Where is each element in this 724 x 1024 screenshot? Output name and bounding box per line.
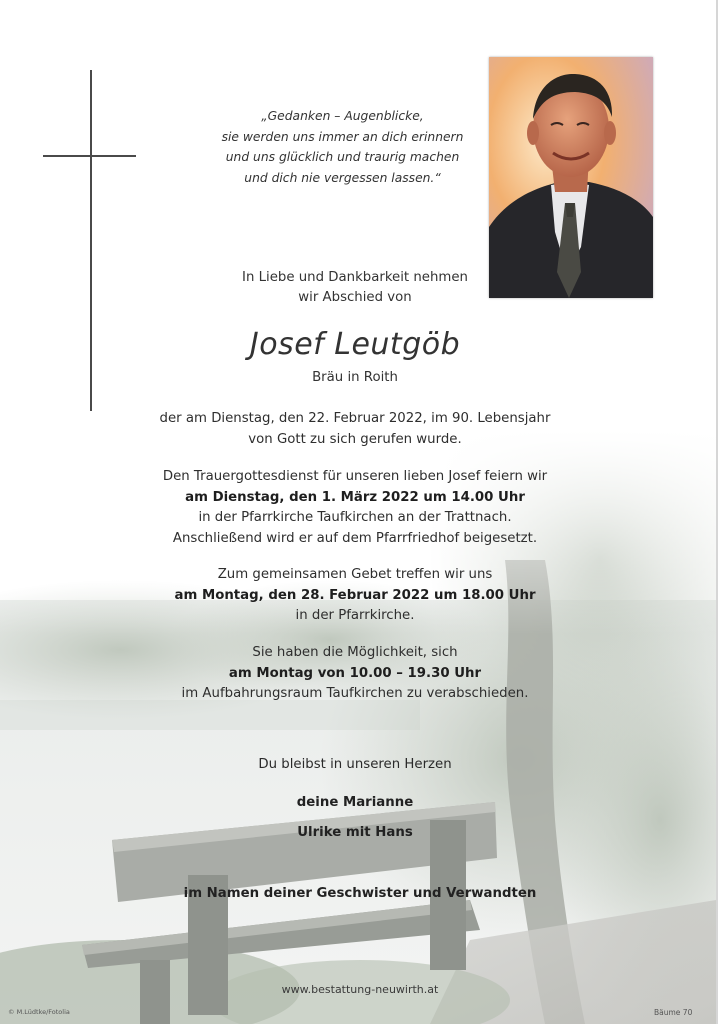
funeral-date-time: am Dienstag, den 1. März 2022 um 14.00 Uhr bbox=[185, 489, 525, 505]
quote-line: „Gedanken – Augenblicke, bbox=[261, 109, 424, 123]
cross-horizontal-bar bbox=[43, 155, 136, 157]
signature-ulrike: Ulrike mit Hans bbox=[297, 825, 413, 840]
death-notice-line: der am Dienstag, den 22. Februar 2022, im 90. Lebensjahr bbox=[159, 411, 551, 426]
intro-text bbox=[200, 268, 510, 307]
death-notice-line: von Gott zu sich gerufen wurde. bbox=[248, 431, 462, 447]
intro-line: In Liebe und Dankbarkeit nehmen bbox=[242, 270, 468, 285]
deceased-name: Josef Leutgöb bbox=[249, 327, 461, 362]
funeral-home-website[interactable]: www.bestattung-neuwirth.at bbox=[281, 983, 439, 996]
intro-line: wir Abschied von bbox=[298, 289, 412, 305]
signature-relatives: im Namen deiner Geschwister und Verwandten bbox=[183, 886, 537, 901]
funeral-service-info bbox=[120, 467, 590, 549]
prayer-info bbox=[120, 565, 590, 627]
cross-vertical-bar bbox=[90, 70, 92, 411]
prayer-location: in der Pfarrkirche. bbox=[295, 608, 415, 623]
viewing-time: am Montag von 10.00 – 19.30 Uhr bbox=[228, 665, 482, 681]
page-edge-divider bbox=[716, 0, 718, 1024]
viewing-line: Sie haben die Möglichkeit, sich bbox=[252, 645, 458, 660]
prayer-date-time: am Montag, den 28. Februar 2022 um 18.00 Uhr bbox=[174, 587, 536, 603]
deceased-subtitle: Bräu in Roith bbox=[312, 370, 398, 385]
quote-line: sie werden uns immer an dich erinnern bbox=[221, 129, 464, 144]
funeral-burial: Anschließend wird er auf dem Pfarrfriedhof beigesetzt. bbox=[172, 530, 538, 546]
design-code: Bäume 70 bbox=[654, 1008, 693, 1017]
memorial-quote bbox=[200, 106, 485, 188]
prayer-line: Zum gemeinsamen Gebet treffen wir uns bbox=[217, 567, 493, 582]
signature-marianne: deine Marianne bbox=[296, 795, 414, 810]
viewing-location: im Aufbahrungsraum Taufkirchen zu verabschieden. bbox=[181, 686, 529, 701]
death-notice bbox=[120, 409, 590, 450]
portrait-photo bbox=[489, 57, 653, 298]
image-credit: © M.Lüdtke/Fotolia bbox=[8, 1008, 70, 1016]
funeral-line: Den Trauergottesdienst für unseren lieben Josef feiern wir bbox=[162, 469, 548, 484]
quote-line: und uns glücklich und traurig machen bbox=[225, 150, 460, 164]
quote-line: und dich nie vergessen lassen.“ bbox=[244, 170, 441, 185]
closing-line: Du bleibst in unseren Herzen bbox=[258, 757, 452, 772]
viewing-info bbox=[120, 643, 590, 705]
funeral-location: in der Pfarrkirche Taufkirchen an der Trattnach. bbox=[198, 510, 512, 525]
